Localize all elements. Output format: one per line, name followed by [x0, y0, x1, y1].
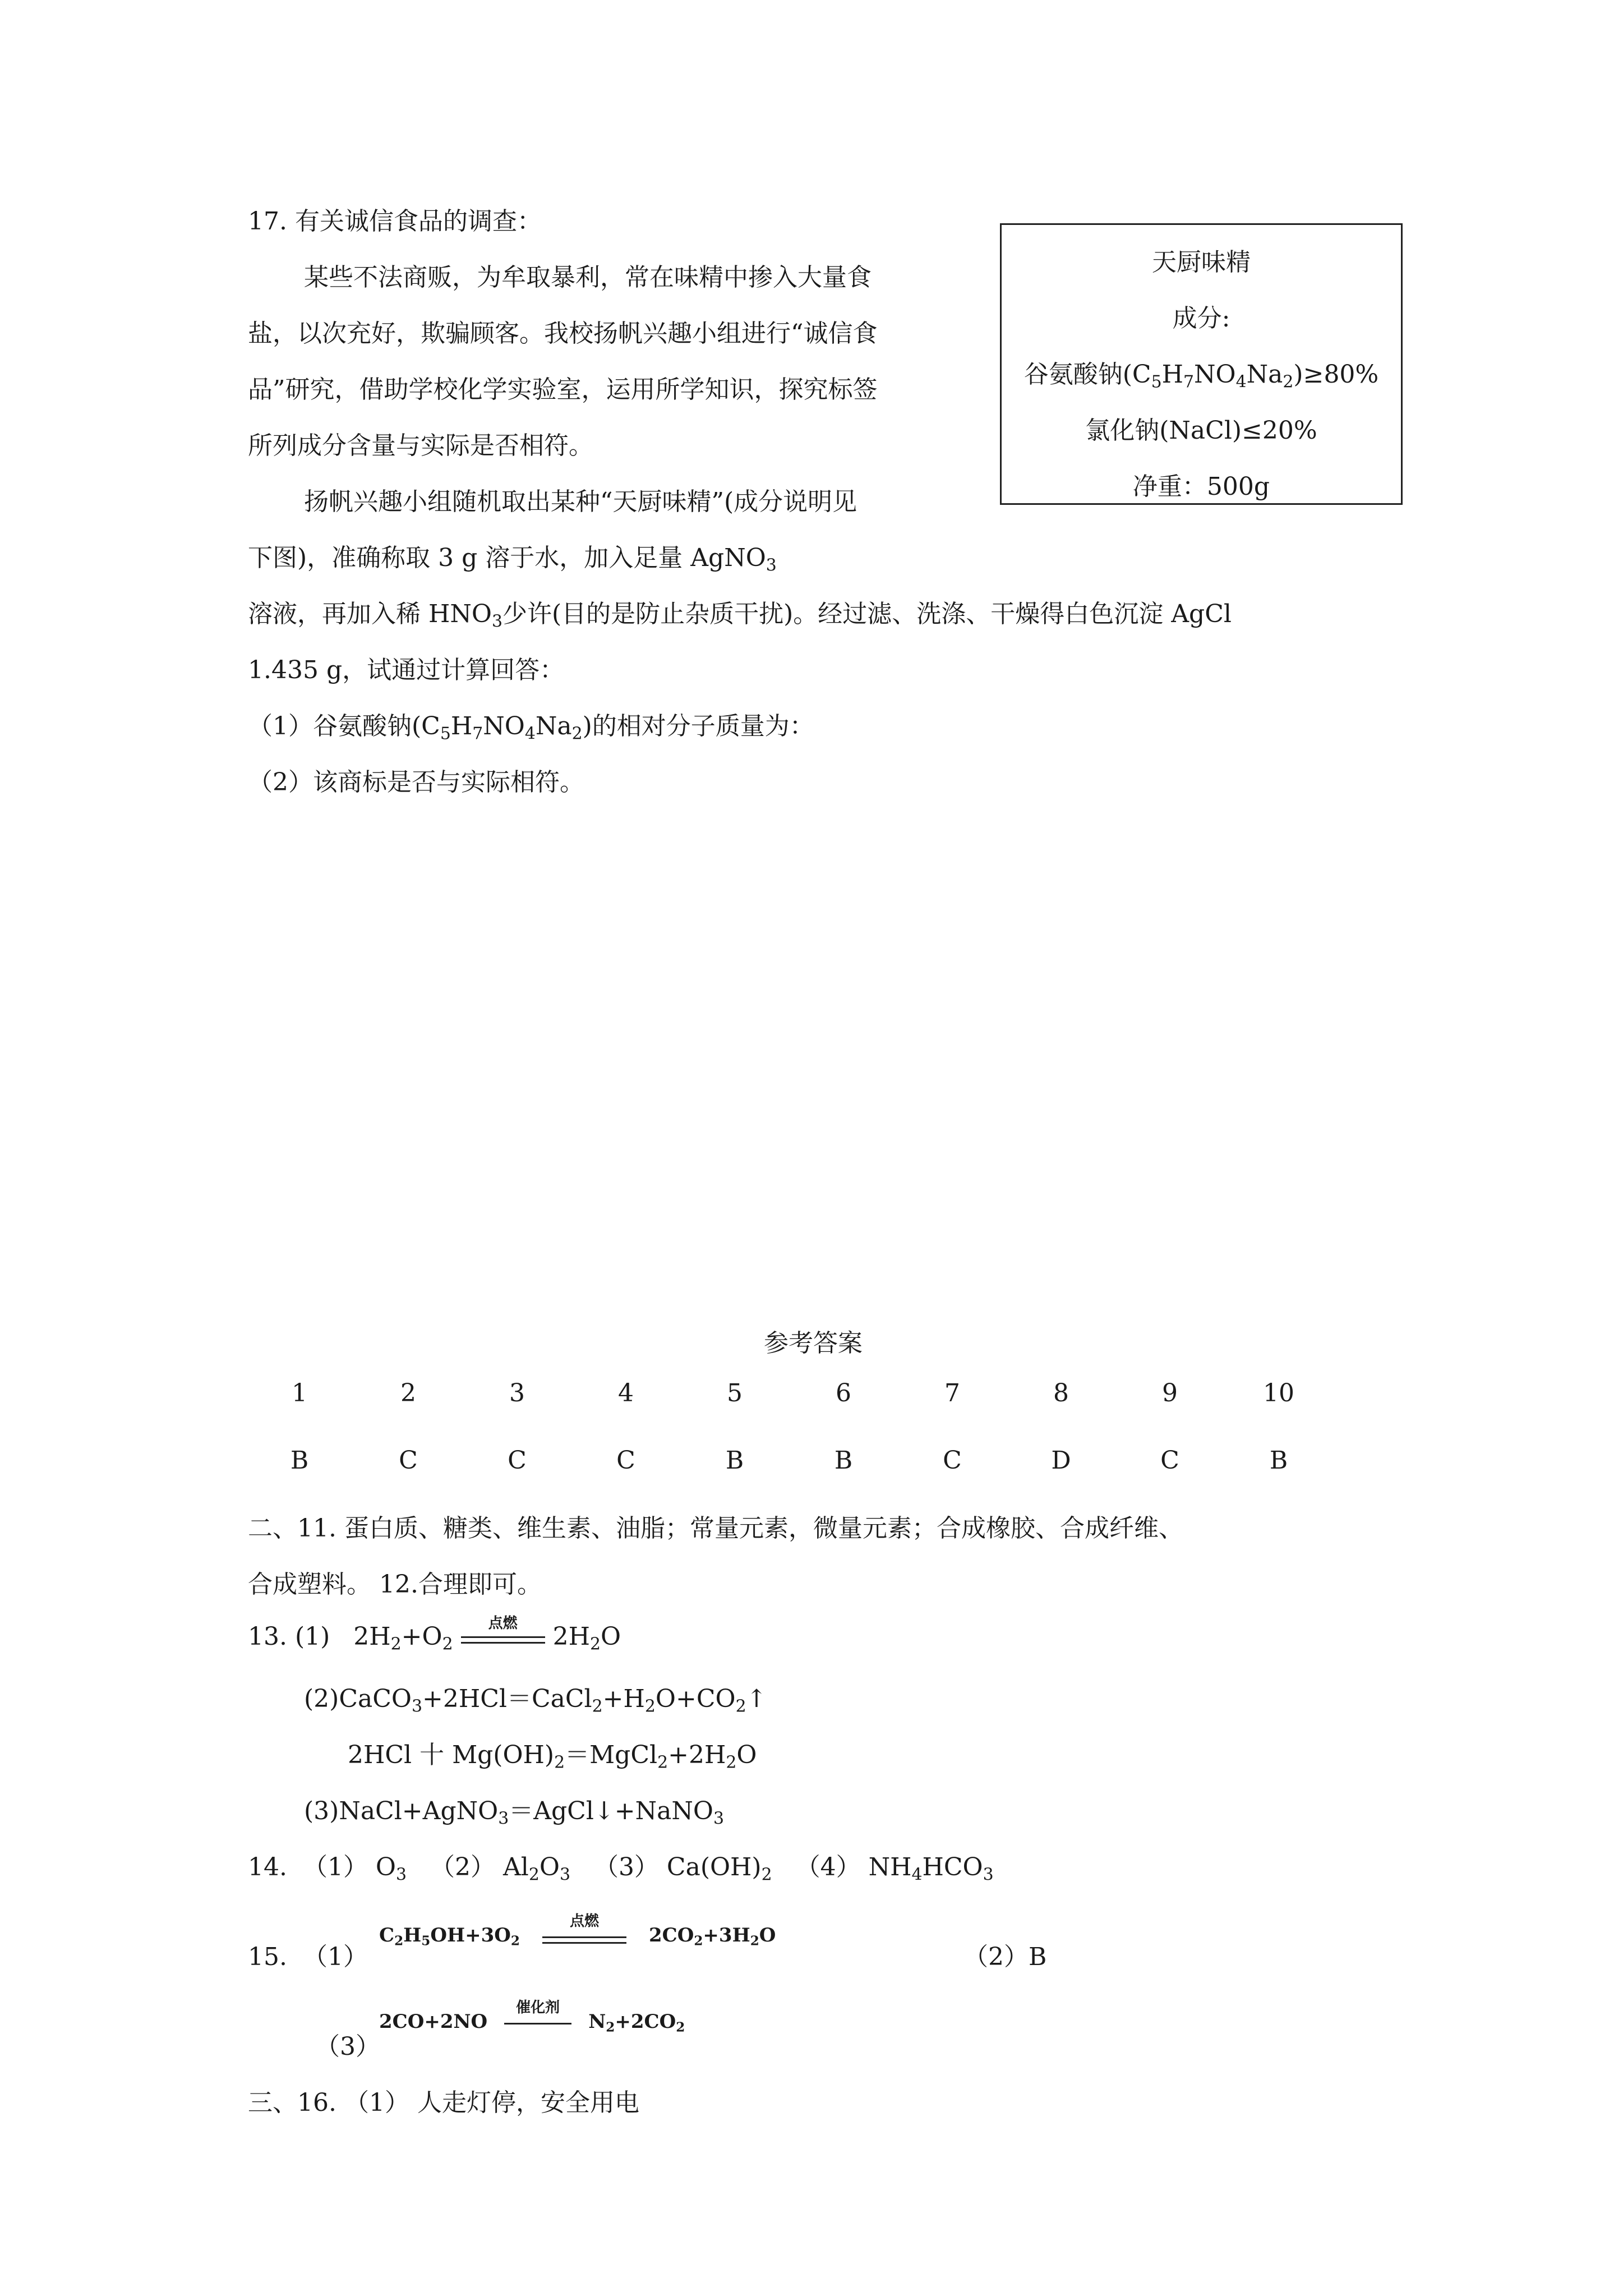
answer-section2-line1: 二、11. 蛋白质、糖类、维生素、油脂；常量元素，微量元素；合成橡胶、合成纤维、 — [248, 1514, 1183, 1543]
label-product-name: 天厨味精 — [1152, 248, 1251, 277]
answer-14: 14. （1） $O_3$ （2） $Al_2O_3$ （3） $Ca(OH)_2$ （4） $NH_4HCO_3$ — [248, 1853, 994, 1885]
reaction-condition: 催化剂 — [504, 2010, 571, 2035]
answer-choice: C — [943, 1446, 962, 1475]
q17-para1-line4: 所列成分含量与实际是否相符。 — [248, 431, 593, 460]
answer-number: 8 — [1053, 1379, 1069, 1407]
q17-title: 17. 有关诚信食品的调查： — [248, 207, 542, 236]
q17-para1-line3: 品”研究，借助学校化学实验室，运用所学知识，探究标签 — [248, 375, 878, 404]
answer-15-3-equation: 2CO+2NO 催化剂 $N_2+2CO_2$ — [379, 1999, 685, 2035]
q17-para1-line2: 盐，以次充好，欺骗顾客。我校扬帆兴趣小组进行“诚信食 — [248, 319, 878, 348]
answer-13-2-eq1: $(2)CaCO_3+2HCl=CaCl_2+H_2O+CO_2↑$ — [304, 1685, 767, 1717]
answer-13-2-eq2: 2HCl 十 $Mg(OH)_2=MgCl_2+2H_2O$ — [348, 1741, 757, 1773]
label-ingredient-1: 谷氨酸钠$(C_5H_7NO_4Na_2)\ge 80\%$ — [1023, 360, 1379, 392]
answer-choice: B — [290, 1446, 309, 1475]
q17-sub2: （2）该商标是否与实际相符。 — [248, 768, 584, 797]
answer-15-3-label: （3） — [315, 2032, 380, 2061]
reaction-condition: 点燃 — [461, 1626, 545, 1651]
answer-choice: B — [1269, 1446, 1288, 1475]
answer-choice: B — [834, 1446, 853, 1475]
answer-13-1: 13. (1) $2H_2+O_2$ 点燃 $2H_2O$ — [248, 1614, 621, 1654]
answer-choice: C — [508, 1446, 527, 1475]
label-ingredient-2: 氯化钠(NaCl)≤20% — [1085, 416, 1317, 445]
answer-15-2: （2）B — [963, 1943, 1047, 1971]
answer-number: 7 — [944, 1379, 960, 1407]
reaction-condition: 点燃 — [542, 1924, 626, 1949]
answer-15-1-label: 15. （1） — [248, 1943, 368, 1971]
q17-sub1: （1）谷氨酸钠$(C_5H_7NO_4Na_2)$的相对分子质量为： — [248, 712, 814, 744]
answer-section2-line2: 合成塑料。 12.合理即可。 — [248, 1570, 542, 1599]
label-net-weight: 净重：500g — [1132, 472, 1270, 501]
q17-para2-line1: 扬帆兴趣小组随机取出某种“天厨味精”(成分说明见 — [304, 487, 857, 516]
answer-number: 6 — [836, 1379, 851, 1407]
product-label-box — [1000, 223, 1403, 505]
answer-choice: D — [1051, 1446, 1071, 1475]
answer-number: 9 — [1162, 1379, 1178, 1407]
q17-para2-line3: 溶液，再加入稀 $HNO_3$少许(目的是防止杂质干扰)。经过滤、洗涤、干燥得白色沉淀 AgCl — [248, 600, 1232, 632]
answer-13-3: (3)NaCl+AgNO$_3$＝AgCl↓+NaNO$_3$ — [304, 1797, 724, 1829]
answer-number: 5 — [727, 1379, 743, 1407]
answer-number: 3 — [509, 1379, 525, 1407]
answer-16: 三、16. （1） 人走灯停，安全用电 — [248, 2088, 639, 2117]
answer-number: 10 — [1263, 1379, 1294, 1407]
answer-choice: C — [399, 1446, 418, 1475]
answer-15-1-equation: $C_2H_5OH+3O_2$ 点燃 $2CO_2+3H_2O$ — [379, 1913, 776, 1949]
label-heading: 成分: — [1172, 304, 1230, 333]
answer-choice: B — [725, 1446, 744, 1475]
q17-para1-line1: 某些不法商贩，为牟取暴利，常在味精中掺入大量食 — [304, 263, 872, 292]
q17-para2-line4: 1.435 g，试通过计算回答： — [248, 656, 565, 684]
answer-number: 4 — [618, 1379, 634, 1407]
answer-choice: C — [616, 1446, 635, 1475]
q17-para2-line2: 下图)，准确称取 3 g 溶于水，加入足量 AgNO$_3$ — [248, 544, 777, 576]
answer-numbers-row — [0, 1379, 1623, 1412]
answers-title: 参考答案 — [764, 1329, 863, 1358]
answer-choices-row — [0, 1446, 1623, 1480]
answer-choice: C — [1160, 1446, 1179, 1475]
answer-number: 1 — [292, 1379, 307, 1407]
answer-number: 2 — [400, 1379, 416, 1407]
